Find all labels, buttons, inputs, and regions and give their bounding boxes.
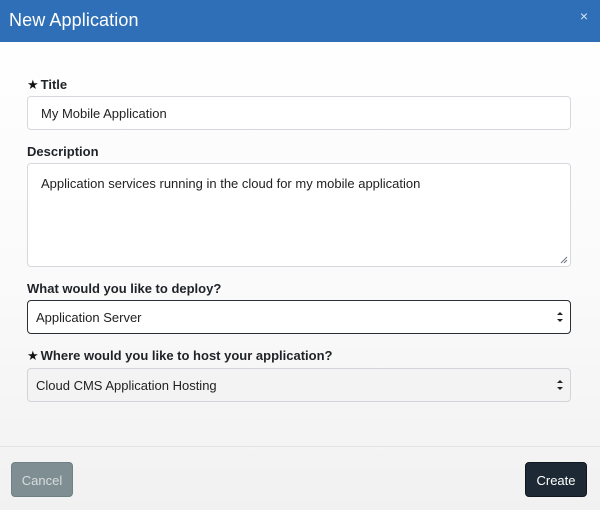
resize-handle-icon[interactable]: [560, 256, 568, 264]
title-label: [27, 77, 67, 93]
hosting-select[interactable]: [27, 368, 571, 402]
deploy-label: What would you like to deploy?: [27, 281, 222, 296]
title-input[interactable]: [27, 96, 571, 130]
hosting-select-value: Cloud CMS Application Hosting: [36, 378, 217, 393]
title-label-text: Title: [40, 77, 68, 92]
description-textarea-value: Application services running in the cloud for my mobile application: [41, 176, 421, 191]
close-icon[interactable]: ×: [579, 8, 589, 24]
deploy-select-value: Application Server: [36, 310, 142, 325]
hosting-label-text: Where would you like to host your application?: [40, 348, 333, 363]
description-textarea[interactable]: [27, 163, 571, 267]
title-input-value: My Mobile Application: [41, 106, 167, 121]
cancel-button[interactable]: Cancel: [11, 462, 73, 497]
chevron-up-down-icon: [556, 376, 564, 394]
create-button[interactable]: Create: [525, 462, 587, 497]
hosting-label: [27, 348, 332, 364]
deploy-select[interactable]: [27, 300, 571, 334]
required-star-icon: ★: [27, 348, 39, 363]
required-star-icon: ★: [27, 77, 39, 92]
chevron-up-down-icon: [556, 308, 564, 326]
dialog-title: New Application: [9, 10, 139, 30]
footer-divider: [0, 446, 600, 447]
dialog-header: [0, 0, 600, 42]
description-label: Description: [27, 144, 99, 159]
